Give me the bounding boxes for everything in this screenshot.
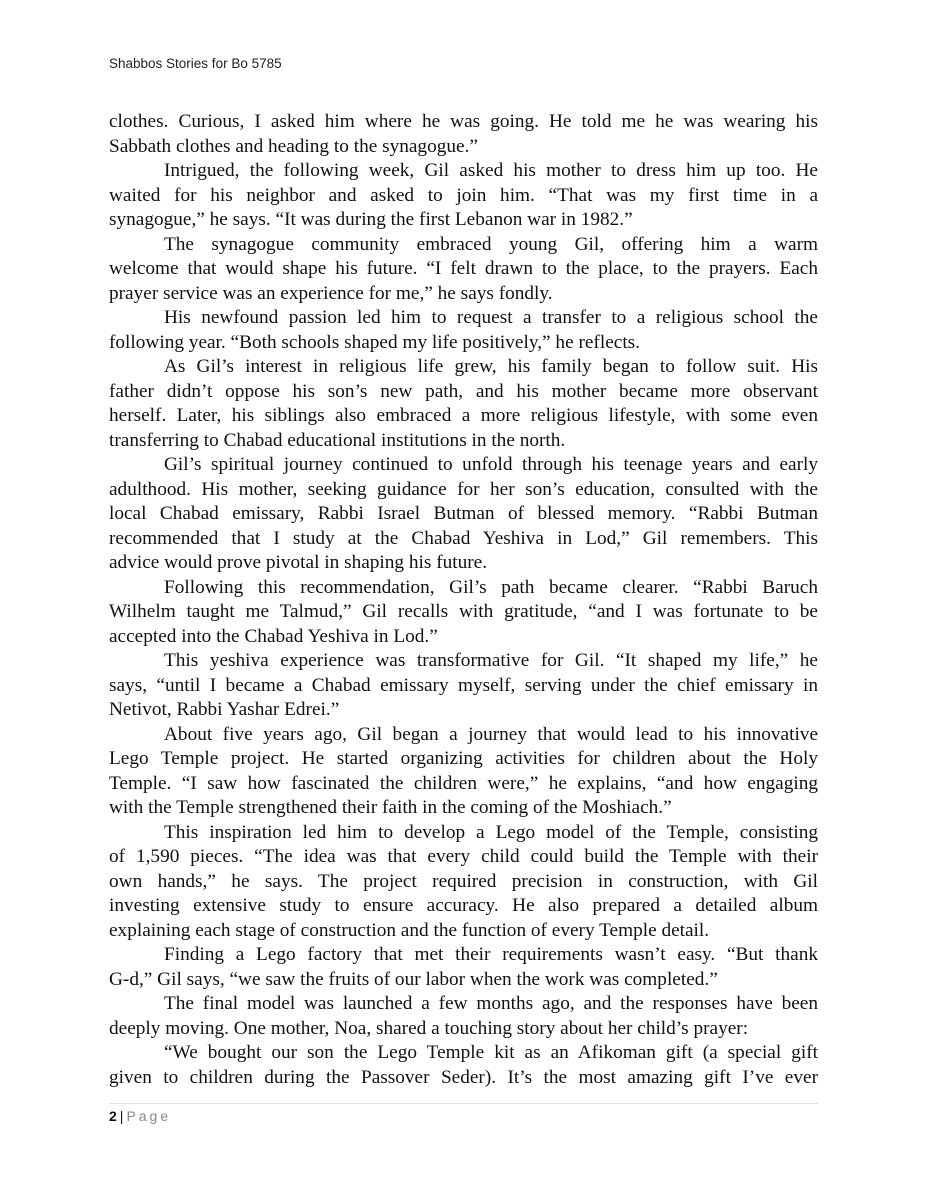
page-header-title: Shabbos Stories for Bo 5785	[109, 56, 282, 71]
text-line: Netivot, Rabbi Yashar Edrei.”	[109, 699, 340, 720]
paragraph	[109, 306, 818, 355]
text-line: Finding a Lego factory that met their requirements wasn’t easy. “But thank	[164, 944, 818, 965]
page-footer	[109, 1108, 171, 1124]
text-line: Lego Temple project. He started organizing activities for children about the Holy	[109, 748, 818, 769]
text-line: Sabbath clothes and heading to the synagogue.”	[109, 135, 478, 157]
text-line: recommended that I study at the Chabad Yeshiva in Lod,” Gil remembers. This	[109, 527, 818, 549]
paragraph	[109, 992, 818, 1041]
text-line: investing extensive study to ensure accuracy. He also prepared a detailed album	[109, 895, 818, 916]
text-line: says, “until I became a Chabad emissary myself, serving under the chief emissary in	[109, 674, 818, 696]
text-line: explaining each stage of construction and the function of every Temple detail.	[109, 919, 710, 941]
text-line: About five years ago, Gil began a journey that would lead to his innovative	[164, 723, 818, 745]
paragraph	[109, 110, 818, 159]
footer-divider	[109, 1103, 818, 1104]
text-line: Gil’s spiritual journey continued to unfold through his teenage years and early	[164, 454, 818, 475]
page-label: Page	[126, 1108, 172, 1124]
text-line: Following this recommendation, Gil’s path became clearer. “Rabbi Baruch	[164, 576, 818, 598]
text-line: given to children during the Passover Seder). It’s the most amazing gift I’ve ever	[109, 1066, 818, 1088]
paragraph	[109, 453, 818, 576]
document-body	[109, 110, 818, 1090]
text-line: accepted into the Chabad Yeshiva in Lod.”	[109, 625, 438, 647]
paragraph	[109, 649, 818, 723]
text-line: following year. “Both schools shaped my life positively,” he reflects.	[109, 331, 640, 353]
footer-separator: |	[119, 1108, 124, 1124]
text-line: synagogue,” he says. “It was during the first Lebanon war in 1982.”	[109, 209, 633, 230]
text-line: of 1,590 pieces. “The idea was that every child could build the Temple with their	[109, 846, 818, 867]
text-line: Wilhelm taught me Talmud,” Gil recalls with gratitude, “and I was fortunate to be	[109, 601, 818, 622]
text-line: Temple. “I saw how fascinated the children were,” he explains, “and how engaging	[109, 772, 818, 794]
page-number: 2	[109, 1108, 117, 1124]
text-line: “We bought our son the Lego Temple kit as an Afikoman gift (a special gift	[164, 1042, 818, 1063]
paragraph	[109, 1041, 818, 1090]
text-line: local Chabad emissary, Rabbi Israel Butman of blessed memory. “Rabbi Butman	[109, 503, 818, 524]
text-line: The synagogue community embraced young Gil, offering him a warm	[164, 233, 818, 255]
paragraph	[109, 159, 818, 233]
text-line: This inspiration led him to develop a Lego model of the Temple, consisting	[164, 821, 818, 843]
text-line: G-d,” Gil says, “we saw the fruits of our labor when the work was completed.”	[109, 968, 718, 990]
text-line: clothes. Curious, I asked him where he was going. He told me he was wearing his	[109, 111, 818, 132]
text-line: His newfound passion led him to request a transfer to a religious school the	[164, 307, 818, 328]
paragraph	[109, 821, 818, 944]
paragraph	[109, 233, 818, 307]
paragraph	[109, 943, 818, 992]
text-line: adulthood. His mother, seeking guidance for her son’s education, consulted with the	[109, 478, 818, 500]
text-line: Intrigued, the following week, Gil asked his mother to dress him up too. He	[164, 160, 818, 181]
paragraph	[109, 576, 818, 650]
text-line: The final model was launched a few months ago, and the responses have been	[164, 993, 818, 1014]
text-line: This yeshiva experience was transformative for Gil. “It shaped my life,” he	[164, 650, 818, 671]
text-line: deeply moving. One mother, Noa, shared a touching story about her child’s prayer:	[109, 1017, 749, 1039]
text-line: prayer service was an experience for me,” he says fondly.	[109, 282, 553, 304]
paragraph	[109, 355, 818, 453]
text-line: As Gil’s interest in religious life grew, his family began to follow suit. His	[164, 356, 818, 377]
text-line: transferring to Chabad educational institutions in the north.	[109, 429, 566, 451]
text-line: advice would prove pivotal in shaping his future.	[109, 552, 488, 573]
text-line: herself. Later, his siblings also embraced a more religious lifestyle, with some even	[109, 405, 818, 426]
text-line: with the Temple strengthened their faith in the coming of the Moshiach.”	[109, 797, 672, 818]
text-line: welcome that would shape his future. “I felt drawn to the place, to the prayers. Each	[109, 258, 818, 279]
text-line: father didn’t oppose his son’s new path, and his mother became more observant	[109, 380, 818, 402]
text-line: waited for his neighbor and asked to join him. “That was my first time in a	[109, 184, 818, 206]
paragraph	[109, 723, 818, 821]
text-line: own hands,” he says. The project required precision in construction, with Gil	[109, 870, 818, 892]
